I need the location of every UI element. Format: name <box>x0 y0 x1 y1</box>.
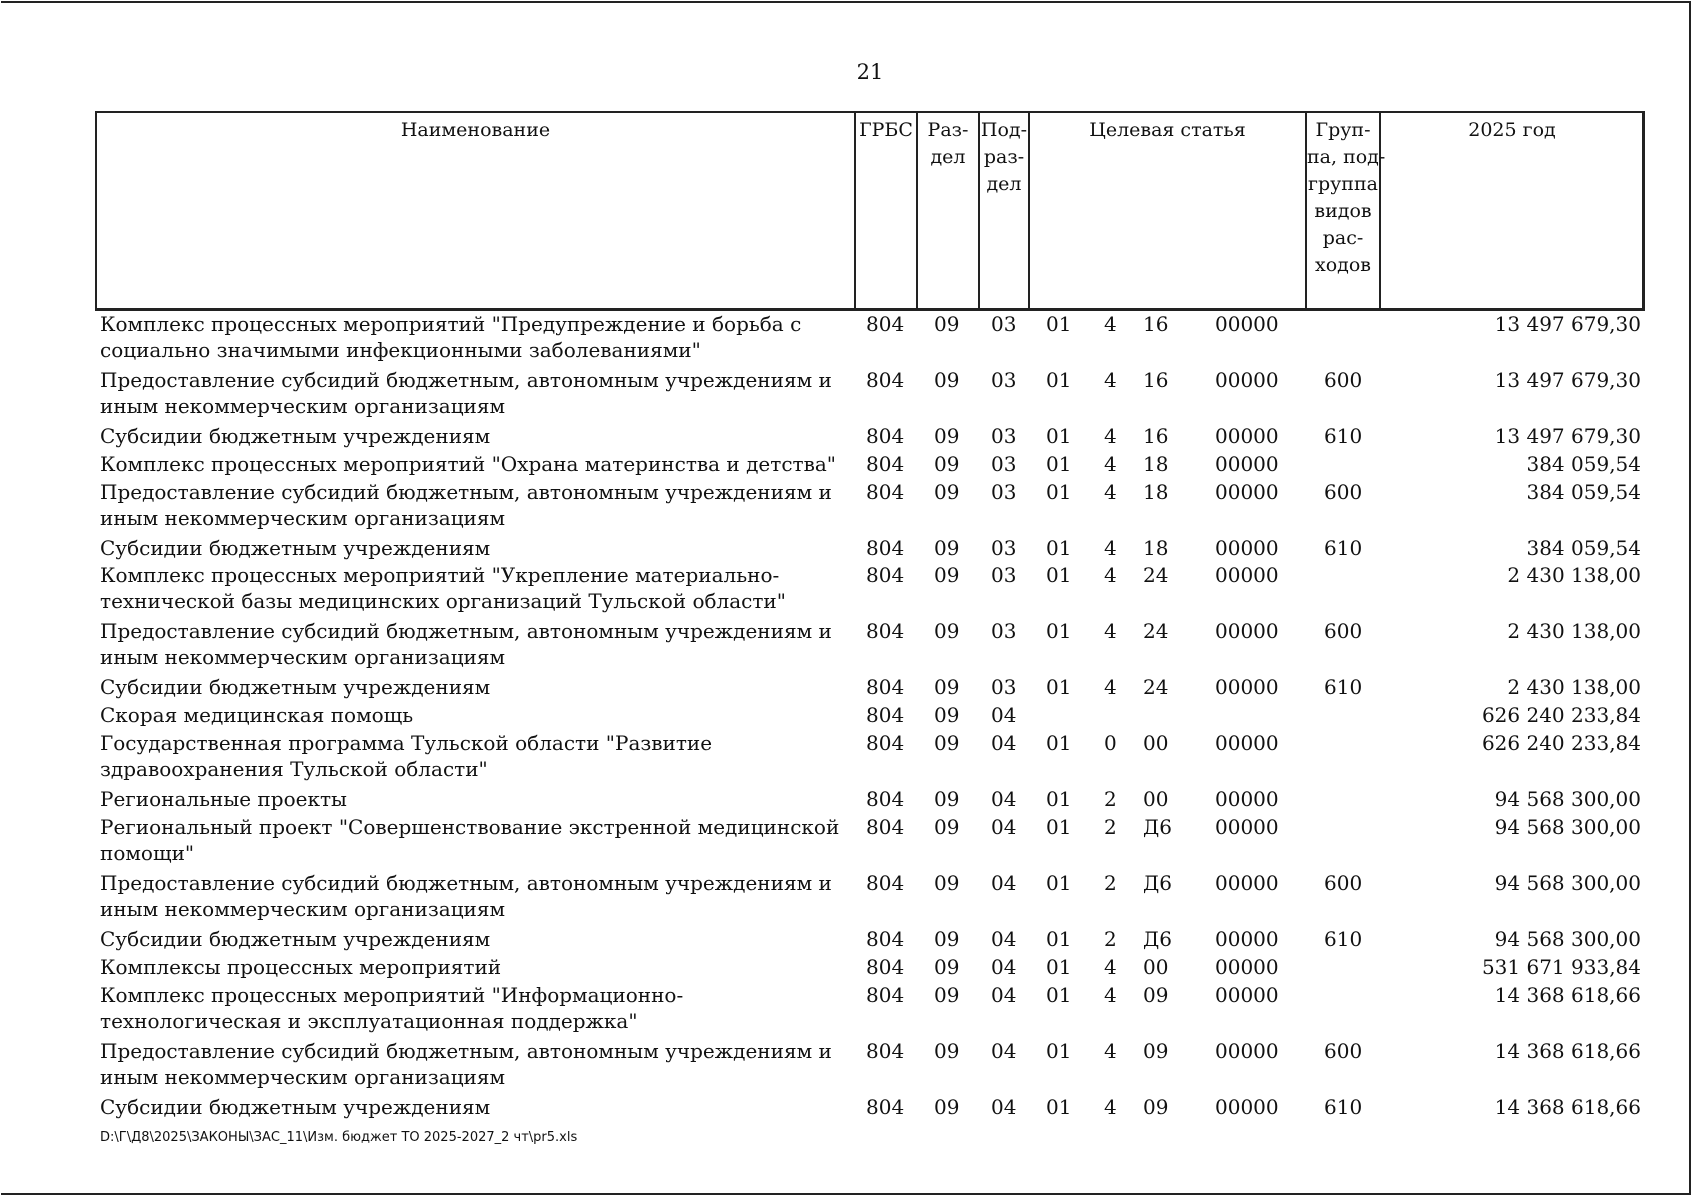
row-target-direction: 18 <box>1143 480 1169 504</box>
row-grbs: 804 <box>866 787 905 811</box>
row-razdel: 09 <box>934 368 960 392</box>
row-podrazdel: 03 <box>991 675 1017 699</box>
row-target-code: 00000 <box>1215 927 1279 951</box>
row-target-type: 4 <box>1104 675 1117 699</box>
row-podrazdel: 04 <box>991 815 1017 839</box>
row-target-code: 00000 <box>1215 955 1279 979</box>
row-target-direction: 18 <box>1143 452 1169 476</box>
header-year <box>1381 113 1643 308</box>
row-amount: 14 368 618,66 <box>1494 983 1641 1007</box>
row-target-direction: Д6 <box>1143 871 1172 895</box>
row-amount: 14 368 618,66 <box>1494 1095 1641 1119</box>
row-target-program: 01 <box>1046 312 1072 336</box>
row-expense-group: 610 <box>1324 675 1363 699</box>
row-target-type: 4 <box>1104 1095 1117 1119</box>
row-razdel: 09 <box>934 424 960 448</box>
row-target-type: 2 <box>1104 787 1117 811</box>
row-amount: 13 497 679,30 <box>1494 312 1641 336</box>
row-target-code: 00000 <box>1215 536 1279 560</box>
row-podrazdel: 04 <box>991 871 1017 895</box>
row-target-program: 01 <box>1046 955 1072 979</box>
header-grbs-label: ГРБС <box>859 119 913 141</box>
row-amount: 94 568 300,00 <box>1494 787 1641 811</box>
row-amount: 384 059,54 <box>1526 480 1641 504</box>
row-razdel: 09 <box>934 1095 960 1119</box>
header-year-label: 2025 год <box>1468 119 1556 141</box>
row-podrazdel: 03 <box>991 480 1017 504</box>
row-razdel: 09 <box>934 536 960 560</box>
row-target-type: 2 <box>1104 871 1117 895</box>
row-target-code: 00000 <box>1215 1039 1279 1063</box>
row-expense-group: 600 <box>1324 1039 1363 1063</box>
row-target-code: 00000 <box>1215 619 1279 643</box>
row-razdel: 09 <box>934 619 960 643</box>
row-grbs: 804 <box>866 815 905 839</box>
row-target-direction: 24 <box>1143 563 1169 587</box>
row-grbs: 804 <box>866 675 905 699</box>
row-expense-group: 610 <box>1324 424 1363 448</box>
row-name: Субсидии бюджетным учреждениям <box>100 424 491 448</box>
row-name: Предоставление субсидий бюджетным, автономным учреждениям и иным некоммерческим организациям <box>100 1039 832 1089</box>
row-target-code: 00000 <box>1215 731 1279 755</box>
row-target-direction: 24 <box>1143 619 1169 643</box>
row-expense-group: 600 <box>1324 480 1363 504</box>
header-razdel-line: Раз- <box>927 119 969 141</box>
row-expense-group: 610 <box>1324 1095 1363 1119</box>
row-target-code: 00000 <box>1215 563 1279 587</box>
header-grbs <box>856 113 918 308</box>
row-target-type: 4 <box>1104 619 1117 643</box>
table-header <box>95 111 1645 311</box>
row-grbs: 804 <box>866 312 905 336</box>
row-name: Субсидии бюджетным учреждениям <box>100 927 491 951</box>
header-podrazdel-line: дел <box>986 173 1022 195</box>
row-razdel: 09 <box>934 1039 960 1063</box>
row-name: Предоставление субсидий бюджетным, автономным учреждениям и иным некоммерческим организациям <box>100 871 832 921</box>
row-grbs: 804 <box>866 368 905 392</box>
header-target <box>1030 113 1307 308</box>
row-target-program: 01 <box>1046 731 1072 755</box>
row-target-code: 00000 <box>1215 480 1279 504</box>
row-target-program: 01 <box>1046 452 1072 476</box>
row-name: Комплексы процессных мероприятий <box>100 955 502 979</box>
row-target-type: 2 <box>1104 815 1117 839</box>
row-target-program: 01 <box>1046 536 1072 560</box>
row-target-program: 01 <box>1046 1095 1072 1119</box>
row-amount: 384 059,54 <box>1526 452 1641 476</box>
row-podrazdel: 04 <box>991 955 1017 979</box>
row-target-program: 01 <box>1046 368 1072 392</box>
row-target-direction: 18 <box>1143 536 1169 560</box>
row-podrazdel: 03 <box>991 563 1017 587</box>
row-name: Скорая медицинская помощь <box>100 703 414 727</box>
row-target-direction: 16 <box>1143 368 1169 392</box>
row-name: Субсидии бюджетным учреждениям <box>100 1095 491 1119</box>
row-target-direction: 09 <box>1143 1039 1169 1063</box>
row-amount: 94 568 300,00 <box>1494 871 1641 895</box>
row-grbs: 804 <box>866 983 905 1007</box>
row-target-code: 00000 <box>1215 787 1279 811</box>
row-name: Предоставление субсидий бюджетным, автономным учреждениям и иным некоммерческим организациям <box>100 368 832 418</box>
row-target-direction: Д6 <box>1143 815 1172 839</box>
header-name <box>97 113 856 308</box>
row-target-code: 00000 <box>1215 452 1279 476</box>
row-grbs: 804 <box>866 927 905 951</box>
header-target-label: Целевая статья <box>1089 119 1246 141</box>
row-target-code: 00000 <box>1215 815 1279 839</box>
row-podrazdel: 03 <box>991 368 1017 392</box>
row-target-program: 01 <box>1046 1039 1072 1063</box>
row-name: Комплекс процессных мероприятий "Предупреждение и борьба с социально значимыми инфекционными заболеваниями" <box>100 312 802 362</box>
row-podrazdel: 03 <box>991 424 1017 448</box>
row-podrazdel: 04 <box>991 1095 1017 1119</box>
row-razdel: 09 <box>934 312 960 336</box>
header-group-line: Груп- <box>1315 119 1371 141</box>
row-grbs: 804 <box>866 955 905 979</box>
header-group-line: ходов <box>1315 254 1371 276</box>
row-target-type: 4 <box>1104 563 1117 587</box>
row-razdel: 09 <box>934 927 960 951</box>
row-target-direction: 16 <box>1143 424 1169 448</box>
row-grbs: 804 <box>866 703 905 727</box>
row-expense-group: 610 <box>1324 927 1363 951</box>
row-target-type: 4 <box>1104 536 1117 560</box>
row-grbs: 804 <box>866 536 905 560</box>
row-grbs: 804 <box>866 1039 905 1063</box>
row-podrazdel: 04 <box>991 731 1017 755</box>
page-number: 21 <box>856 60 884 84</box>
row-target-program: 01 <box>1046 675 1072 699</box>
row-grbs: 804 <box>866 480 905 504</box>
row-grbs: 804 <box>866 1095 905 1119</box>
row-target-direction: 16 <box>1143 312 1169 336</box>
row-expense-group: 600 <box>1324 619 1363 643</box>
row-target-direction: 09 <box>1143 983 1169 1007</box>
row-podrazdel: 04 <box>991 703 1017 727</box>
row-target-code: 00000 <box>1215 368 1279 392</box>
row-target-code: 00000 <box>1215 1095 1279 1119</box>
row-target-type: 4 <box>1104 983 1117 1007</box>
row-podrazdel: 03 <box>991 452 1017 476</box>
row-target-type: 4 <box>1104 452 1117 476</box>
row-razdel: 09 <box>934 563 960 587</box>
header-podrazdel <box>980 113 1030 308</box>
row-name: Государственная программа Тульской области "Развитие здравоохранения Тульской области" <box>100 731 713 781</box>
row-name: Субсидии бюджетным учреждениям <box>100 536 491 560</box>
row-target-program: 01 <box>1046 563 1072 587</box>
row-podrazdel: 04 <box>991 927 1017 951</box>
header-group-line: рас- <box>1322 227 1364 249</box>
row-amount: 2 430 138,00 <box>1507 563 1641 587</box>
row-amount: 384 059,54 <box>1526 536 1641 560</box>
header-group-line: па, под- <box>1307 146 1386 168</box>
row-target-code: 00000 <box>1215 312 1279 336</box>
row-amount: 2 430 138,00 <box>1507 619 1641 643</box>
row-amount: 2 430 138,00 <box>1507 675 1641 699</box>
footer-file-path: D:\Г\Д8\2025\ЗАКОНЫ\ЗАС_11\Изм. бюджет ТО 2025-2027_2 чт\pr5.xls <box>100 1130 578 1145</box>
row-name: Комплекс процессных мероприятий "Укрепление материально-технической базы медицинских организаций Тульской области" <box>100 563 786 613</box>
row-target-direction: 00 <box>1143 787 1169 811</box>
row-expense-group: 610 <box>1324 536 1363 560</box>
row-grbs: 804 <box>866 452 905 476</box>
row-target-program: 01 <box>1046 871 1072 895</box>
row-amount: 13 497 679,30 <box>1494 424 1641 448</box>
row-target-type: 4 <box>1104 368 1117 392</box>
row-target-direction: 00 <box>1143 955 1169 979</box>
row-amount: 626 240 233,84 <box>1481 703 1641 727</box>
header-razdel-line: дел <box>930 146 966 168</box>
row-podrazdel: 04 <box>991 1039 1017 1063</box>
row-razdel: 09 <box>934 983 960 1007</box>
row-target-type: 4 <box>1104 480 1117 504</box>
row-target-code: 00000 <box>1215 871 1279 895</box>
row-podrazdel: 04 <box>991 983 1017 1007</box>
header-name-label: Наименование <box>400 119 551 141</box>
row-target-program: 01 <box>1046 787 1072 811</box>
row-name: Предоставление субсидий бюджетным, автономным учреждениям и иным некоммерческим организациям <box>100 480 832 530</box>
row-grbs: 804 <box>866 871 905 895</box>
header-group-line: группа <box>1308 173 1378 195</box>
header-group <box>1307 113 1386 308</box>
row-podrazdel: 03 <box>991 312 1017 336</box>
row-name: Комплекс процессных мероприятий "Охрана материнства и детства" <box>100 452 836 476</box>
row-grbs: 804 <box>866 731 905 755</box>
header-razdel <box>918 113 980 308</box>
row-target-code: 00000 <box>1215 675 1279 699</box>
row-razdel: 09 <box>934 675 960 699</box>
row-amount: 13 497 679,30 <box>1494 368 1641 392</box>
row-razdel: 09 <box>934 480 960 504</box>
row-target-type: 0 <box>1104 731 1117 755</box>
row-amount: 531 671 933,84 <box>1481 955 1641 979</box>
row-name: Предоставление субсидий бюджетным, автономным учреждениям и иным некоммерческим организациям <box>100 619 832 669</box>
row-podrazdel: 03 <box>991 619 1017 643</box>
row-target-code: 00000 <box>1215 983 1279 1007</box>
row-target-program: 01 <box>1046 927 1072 951</box>
row-target-direction: 09 <box>1143 1095 1169 1119</box>
row-amount: 14 368 618,66 <box>1494 1039 1641 1063</box>
row-grbs: 804 <box>866 563 905 587</box>
row-target-type: 4 <box>1104 424 1117 448</box>
row-grbs: 804 <box>866 619 905 643</box>
row-name: Комплекс процессных мероприятий "Информационно-технологическая и эксплуатационная поддержка" <box>100 983 684 1033</box>
row-target-type: 2 <box>1104 927 1117 951</box>
row-razdel: 09 <box>934 871 960 895</box>
row-name: Региональный проект "Совершенствование экстренной медицинской помощи" <box>100 815 840 865</box>
row-target-direction: 24 <box>1143 675 1169 699</box>
row-expense-group: 600 <box>1324 871 1363 895</box>
row-target-type: 4 <box>1104 1039 1117 1063</box>
row-amount: 94 568 300,00 <box>1494 927 1641 951</box>
row-target-direction: 00 <box>1143 731 1169 755</box>
row-name: Региональные проекты <box>100 787 347 811</box>
row-razdel: 09 <box>934 703 960 727</box>
row-target-program: 01 <box>1046 480 1072 504</box>
row-razdel: 09 <box>934 955 960 979</box>
row-name: Субсидии бюджетным учреждениям <box>100 675 491 699</box>
row-target-type: 4 <box>1104 955 1117 979</box>
row-target-type: 4 <box>1104 312 1117 336</box>
row-target-program: 01 <box>1046 983 1072 1007</box>
row-grbs: 804 <box>866 424 905 448</box>
row-target-program: 01 <box>1046 815 1072 839</box>
row-target-program: 01 <box>1046 424 1072 448</box>
row-podrazdel: 03 <box>991 536 1017 560</box>
row-target-code: 00000 <box>1215 424 1279 448</box>
row-amount: 626 240 233,84 <box>1481 731 1641 755</box>
row-razdel: 09 <box>934 731 960 755</box>
row-target-direction: Д6 <box>1143 927 1172 951</box>
row-podrazdel: 04 <box>991 787 1017 811</box>
row-razdel: 09 <box>934 815 960 839</box>
row-razdel: 09 <box>934 452 960 476</box>
row-target-program: 01 <box>1046 619 1072 643</box>
row-razdel: 09 <box>934 787 960 811</box>
row-amount: 94 568 300,00 <box>1494 815 1641 839</box>
header-group-line: видов <box>1314 200 1372 222</box>
row-expense-group: 600 <box>1324 368 1363 392</box>
header-podrazdel-line: раз- <box>983 146 1025 168</box>
header-podrazdel-line: Под- <box>980 119 1028 141</box>
